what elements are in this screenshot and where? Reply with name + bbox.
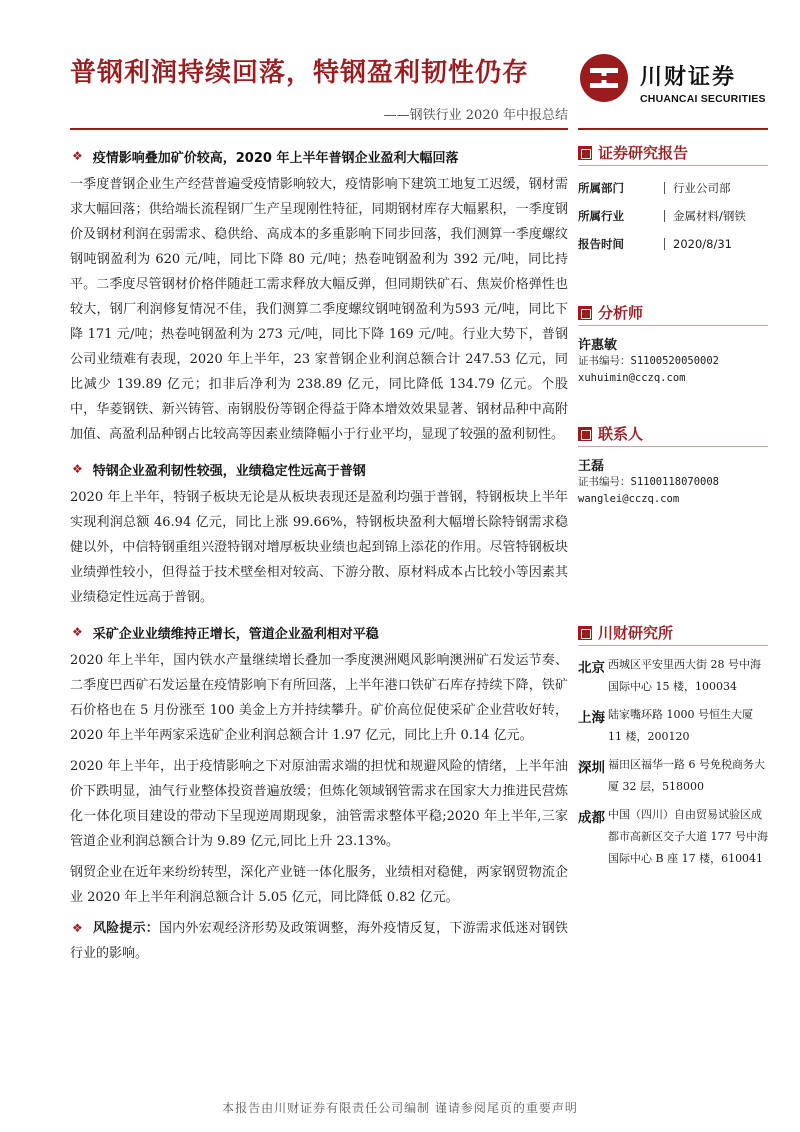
office-shenzhen (578, 754, 768, 798)
section-heading (70, 140, 568, 172)
report-icon (578, 146, 592, 160)
meta-key: 报告时间 (578, 237, 624, 251)
meta-value: 行业公司部 (664, 182, 731, 194)
meta-row-date (578, 230, 768, 258)
contact-name: 王磊 (578, 459, 605, 474)
risk-paragraph (70, 916, 568, 966)
section-heading-text: 疫情影响叠加矿价较高，2020 年上半年普钢企业盈利大幅回落 (92, 150, 459, 166)
report-subtitle: ——钢铁行业 2020 年中报总结 (383, 108, 568, 123)
diamond-bullet-icon: ❖ (72, 462, 83, 476)
analyst-email[interactable]: xuhuimin@cczq.com (578, 372, 686, 384)
contact-icon (578, 427, 592, 441)
office-city: 上海 (578, 710, 605, 726)
meta-value: 2020/8/31 (664, 238, 732, 250)
sidebar-heading-analyst (578, 300, 768, 326)
section-heading-text: 特钢企业盈利韧性较强，业绩稳定性远高于普钢 (92, 463, 366, 479)
diamond-bullet-icon: ❖ (72, 625, 83, 639)
body-paragraph: 一季度普钢企业生产经营普遍受疫情影响较大，疫情影响下建筑工地复工迟缓，钢材需求大幅回落；供给端长流程钢厂生产呈现刚性特征，同期钢材库存大幅累积，一季度钢价及钢材利润在弱需求、稳供给、高成本的多重影响下同步回落，我们测算一季度螺纹钢吨钢盈利为 620 元/吨，同比下降 80 元/吨；热卷吨钢盈利为 392 元/吨，同比持平。二季度尽管钢材价格伴随赶工需求释放大幅反弹，但同期铁矿石、焦炭价格弹性也较大，钢厂利润修复情况不佳，我们测算二季度螺纹钢吨钢盈利为593 元/吨，同比下降 171 元/吨；热卷吨钢盈利为 273 元/吨，同比下降 169 元/吨。行业大势下，普钢公司业绩难有表现，2020 年上半年，23 家普钢企业利润总额合计 247.53 亿元，同比减少 139.89 亿元；扣非后净利为 238.89 亿元，同比降低 134.79 亿元。个股中，华菱钢铁、新兴铸管、南钢股份等钢企得益于降本增效效果显著、钢材品种中高附加值、高盈利品种钢占比较高等因素业绩降幅小于行业平均，显现了较强的盈利韧性。 (70, 177, 568, 442)
meta-value: 金属材料/钢铁 (664, 210, 746, 222)
office-address: 陆家嘴环路 1000 号恒生大厦 11 楼，200120 (608, 708, 753, 743)
sidebar-heading-text: 证券研究报告 (598, 144, 689, 162)
diamond-bullet-icon: ❖ (72, 921, 83, 935)
meta-key: 所属部门 (578, 181, 624, 195)
meta-row-industry (578, 202, 768, 230)
meta-key: 所属行业 (578, 209, 624, 223)
sidebar-heading-text: 联系人 (598, 425, 644, 443)
office-address: 中国（四川）自由贸易试验区成都市高新区交子大道 177 号中海国际中心 B 座 17 楼，610041 (608, 808, 768, 865)
page-footer: 本报告由川财证券有限责任公司编制 谨请参阅尾页的重要声明 (222, 1101, 578, 1115)
office-city: 成都 (578, 810, 605, 826)
sidebar-heading-report (578, 140, 768, 166)
sidebar (578, 140, 768, 876)
analyst-icon (578, 306, 592, 320)
report-title: 普钢利润持续回落，特钢盈利韧性仍存 (70, 58, 530, 88)
sidebar-heading-contact (578, 421, 768, 447)
office-shanghai (578, 704, 768, 748)
analyst-name: 许惠敏 (578, 338, 618, 353)
brand-name-cn: 川财证券 (640, 65, 737, 90)
office-address: 福田区福华一路 6 号免税商务大厦 32 层，518000 (608, 758, 765, 793)
header-rule (70, 128, 568, 130)
main-content (70, 140, 568, 968)
risk-text: 国内外宏观经济形势及政策调整，海外疫情反复，下游需求低迷对钢铁行业的影响。 (70, 921, 568, 961)
sidebar-heading-institute (578, 620, 768, 646)
chuancai-logo-icon (578, 52, 630, 104)
diamond-bullet-icon: ❖ (72, 149, 83, 163)
contact-email[interactable]: wanglei@cczq.com (578, 493, 680, 505)
section-heading-text: 采矿企业业绩维持正增长，管道企业盈利相对平稳 (92, 626, 379, 642)
brand-name-en: CHUANCAI SECURITIES (640, 93, 766, 105)
institute-icon (578, 626, 592, 640)
body-paragraph: 钢贸企业在近年来纷纷转型，深化产业链一体化服务，业绩相对稳健，两家钢贸物流企业 2020 年上半年利润总额合计 5.05 亿元，同比降低 0.82 亿元。 (70, 865, 568, 905)
sidebar-header-rule (578, 128, 768, 130)
body-paragraph: 2020 年上半年，特钢子板块无论是从板块表现还是盈利均强于普钢，特钢板块上半年实现利润总额 46.94 亿元，同比上涨 99.66%，特钢板块盈利大幅增长除特钢需求稳健以外，中信特钢重组兴澄特钢对增厚板块业绩也起到锦上添花的作用。尽管特钢板块业绩弹性较小，但得益于技术壁垒相对较高、下游分散、原材料成本占比较小等因素其业绩稳定性远高于普钢。 (70, 490, 568, 605)
office-city: 深圳 (578, 760, 605, 776)
office-beijing (578, 654, 768, 698)
office-city: 北京 (578, 660, 605, 676)
office-address: 西城区平安里西大街 28 号中海国际中心 15 楼，100034 (608, 658, 761, 693)
contact-cert: 证书编号：S1100118070008 (578, 476, 720, 488)
section-heading (70, 616, 568, 648)
risk-label: 风险提示： (92, 921, 159, 936)
analyst-cert: 证书编号：S1100520050002 (578, 355, 720, 367)
meta-row-department (578, 174, 768, 202)
sidebar-heading-text: 川财研究所 (598, 624, 674, 642)
body-paragraph: 2020 年上半年，出于疫情影响之下对原油需求端的担忧和规避风险的情绪，上半年油价下跌明显，油气行业整体投资普遍放缓；但炼化领域钢管需求在国家大力推进民营炼化一体化项目建设的带动下呈现逆周期现象，油管需求整体平稳;2020 年上半年,三家管道企业利润总额合计为 9.89 亿元,同比上升 23.13%。 (70, 759, 568, 849)
body-paragraph: 2020 年上半年，国内铁水产量继续增长叠加一季度澳洲飓风影响澳洲矿石发运节奏、二季度巴西矿石发运量在疫情影响下有所回落，上半年港口铁矿石库存持续下降，铁矿石价格也在 5 月份涨至 100 美金上方并持续攀升。矿价高位促使采矿企业营收好转，2020 年上半年两家采选矿企业利润总额合计 1.97 亿元，同比上升 0.14 亿元。 (70, 653, 568, 743)
sidebar-heading-text: 分析师 (598, 304, 644, 322)
office-chengdu (578, 804, 768, 870)
section-heading (70, 453, 568, 485)
